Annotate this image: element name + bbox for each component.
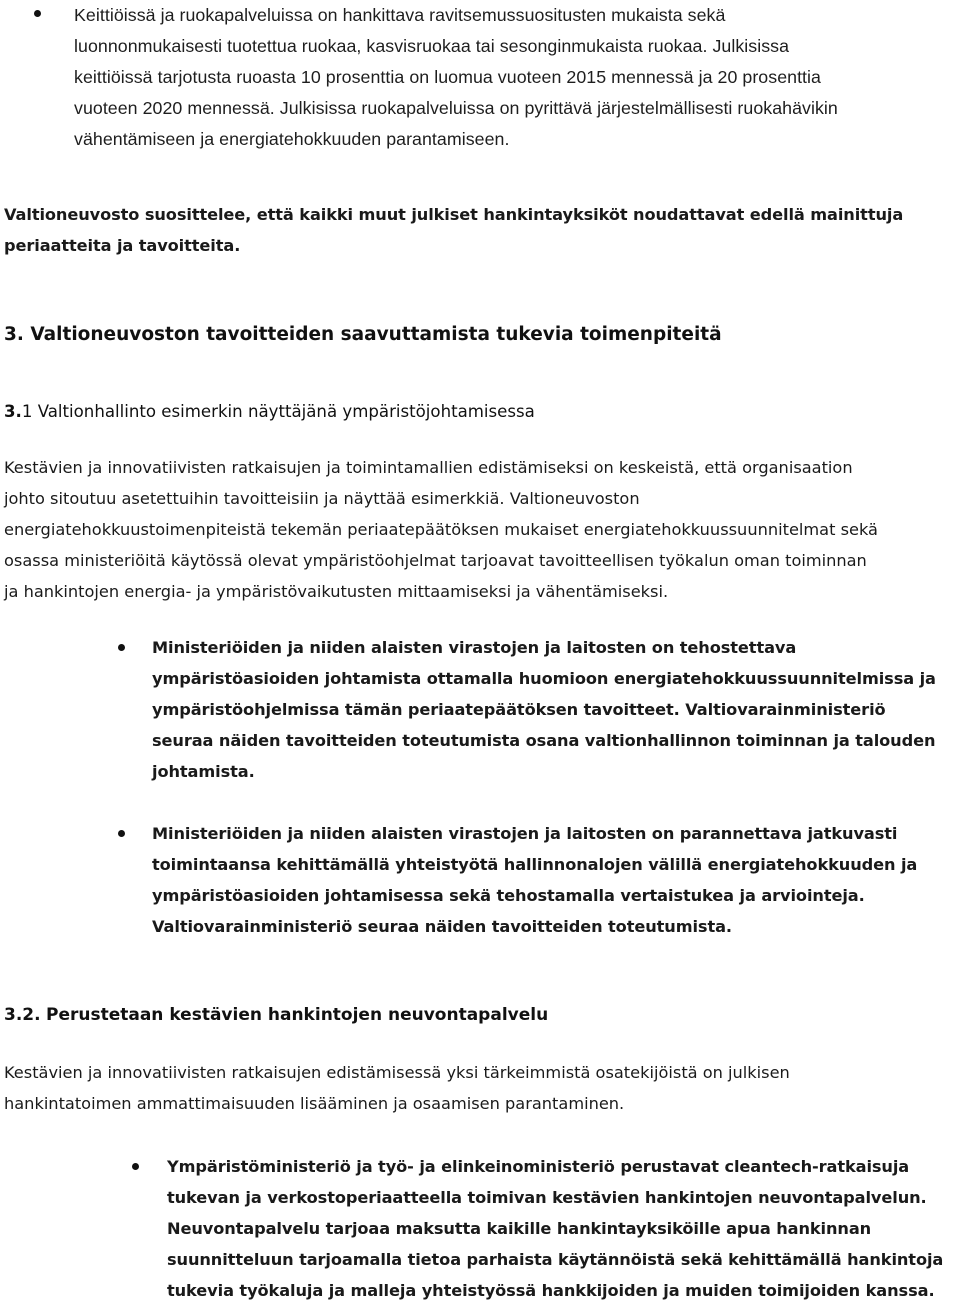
text-line: johto sitoutuu asetettuihin tavoitteisiin ja näyttää esimerkkiä. Valtioneuvoston bbox=[4, 489, 640, 508]
text-line: Kestävien ja innovatiivisten ratkaisujen ja toimintamallien edistämiseksi on keskeistä, että organisaation bbox=[4, 458, 853, 477]
recommendation-paragraph bbox=[4, 199, 903, 261]
section-3-2-bullet bbox=[132, 1151, 943, 1306]
text-line: energiatehokkuustoimenpiteistä tekemän periaatepäätöksen mukaiset energiatehokkuussuunnitelmat sekä bbox=[4, 520, 878, 539]
text-line: ympäristöasioiden johtamisessa sekä tehostamalla vertaistukea ja arviointeja. bbox=[152, 886, 865, 905]
section-3-1-bullet-2 bbox=[118, 818, 917, 942]
text-line: tukevan ja verkostoperiaatteella toimivan kestävien hankintojen neuvontapalvelun. bbox=[167, 1188, 927, 1207]
text-line: toimintaansa kehittämällä yhteistyötä hallinnonalojen välillä energiatehokkuuden ja bbox=[152, 855, 918, 874]
bullet-icon bbox=[118, 644, 125, 651]
list-item bbox=[118, 818, 917, 942]
text-line: vähentämiseen ja energiatehokkuuden parantamiseen. bbox=[74, 129, 510, 149]
section-number: 3. bbox=[4, 402, 22, 421]
section-title: 1 Valtionhallinto esimerkin näyttäjänä ympäristöjohtamisessa bbox=[21, 402, 535, 421]
section-3-heading: 3. Valtioneuvoston tavoitteiden saavuttamista tukevia toimenpiteitä bbox=[4, 324, 722, 345]
section-number: 3.2. bbox=[4, 1005, 41, 1025]
text-line: ympäristöohjelmissa tämän periaatepäätöksen tavoitteet. Valtiovarainministeriö bbox=[152, 700, 886, 719]
text-line: hankintatoimen ammattimaisuuden lisääminen ja osaamisen parantaminen. bbox=[4, 1094, 625, 1113]
text-line: seuraa näiden tavoitteiden toteutumista osana valtionhallinnon toiminnan ja talouden bbox=[152, 731, 936, 750]
text-line: osassa ministeriöitä käytössä olevat ympäristöohjelmat tarjoavat tavoitteellisen työkalun oman toiminnan bbox=[4, 551, 867, 570]
bullet-icon bbox=[118, 830, 125, 837]
text-line: periaatteita ja tavoitteita. bbox=[4, 236, 241, 255]
section-title: Perustetaan kestävien hankintojen neuvontapalvelu bbox=[45, 1005, 549, 1025]
section-3-2-paragraph bbox=[4, 1057, 790, 1119]
text-line: Keittiöissä ja ruokapalveluissa on hankittava ravitsemussuositusten mukaista sekä bbox=[74, 5, 726, 25]
list-item bbox=[118, 632, 936, 787]
section-3-1-paragraph bbox=[4, 452, 878, 607]
text-line: Kestävien ja innovatiivisten ratkaisujen edistämisessä yksi tärkeimmistä osatekijöistä on julkisen bbox=[4, 1063, 790, 1082]
text-line: ympäristöasioiden johtamista ottamalla huomioon energiatehokkuussuunnitelmissa ja bbox=[152, 669, 936, 688]
text-line: Neuvontapalvelu tarjoaa maksutta kaikille hankintayksiköille apua hankinnan bbox=[167, 1219, 872, 1238]
text-line: vuoteen 2020 mennessä. Julkisissa ruokapalveluissa on pyrittävä järjestelmällisesti ruokahävikin bbox=[74, 98, 838, 118]
text-line: Ministeriöiden ja niiden alaisten virastojen ja laitosten on parannettava jatkuvasti bbox=[152, 824, 898, 843]
list-item bbox=[132, 1151, 943, 1306]
section-3-1-heading bbox=[4, 402, 535, 421]
text-line: luonnonmukaisesti tuotettua ruokaa, kasvisruokaa tai sesonginmukaista ruokaa. Julkisissa bbox=[74, 36, 790, 56]
intro-bullet-block bbox=[0, 0, 950, 155]
text-line: Ministeriöiden ja niiden alaisten virastojen ja laitosten on tehostettava bbox=[152, 638, 797, 657]
list-item bbox=[0, 0, 950, 155]
text-line: keittiöissä tarjotusta ruoasta 10 prosenttia on luomua vuoteen 2015 mennessä ja 20 prosenttia bbox=[74, 67, 821, 87]
text-line: suunnitteluun tarjoamalla tietoa parhaista käytännöistä sekä kehittämällä hankintoja bbox=[167, 1250, 944, 1269]
section-3-2-heading bbox=[4, 1005, 548, 1025]
text-line: tukevia työkaluja ja malleja yhteistyössä hankkijoiden ja muiden toimijoiden kanssa. bbox=[167, 1281, 935, 1300]
text-line: johtamista. bbox=[152, 762, 255, 781]
bullet-icon bbox=[34, 10, 41, 17]
text-line: Valtiovarainministeriö seuraa näiden tavoitteiden toteutumista. bbox=[152, 917, 732, 936]
section-3-1-bullet-1 bbox=[118, 632, 936, 787]
text-line: Valtioneuvosto suosittelee, että kaikki muut julkiset hankintayksiköt noudattavat edellä mainittuja bbox=[4, 205, 904, 224]
bullet-icon bbox=[132, 1163, 139, 1170]
text-line: Ympäristöministeriö ja työ- ja elinkeinoministeriö perustavat cleantech-ratkaisuja bbox=[167, 1157, 910, 1176]
text-line: ja hankintojen energia- ja ympäristövaikutusten mittaamiseksi ja vähentämiseksi. bbox=[4, 582, 669, 601]
